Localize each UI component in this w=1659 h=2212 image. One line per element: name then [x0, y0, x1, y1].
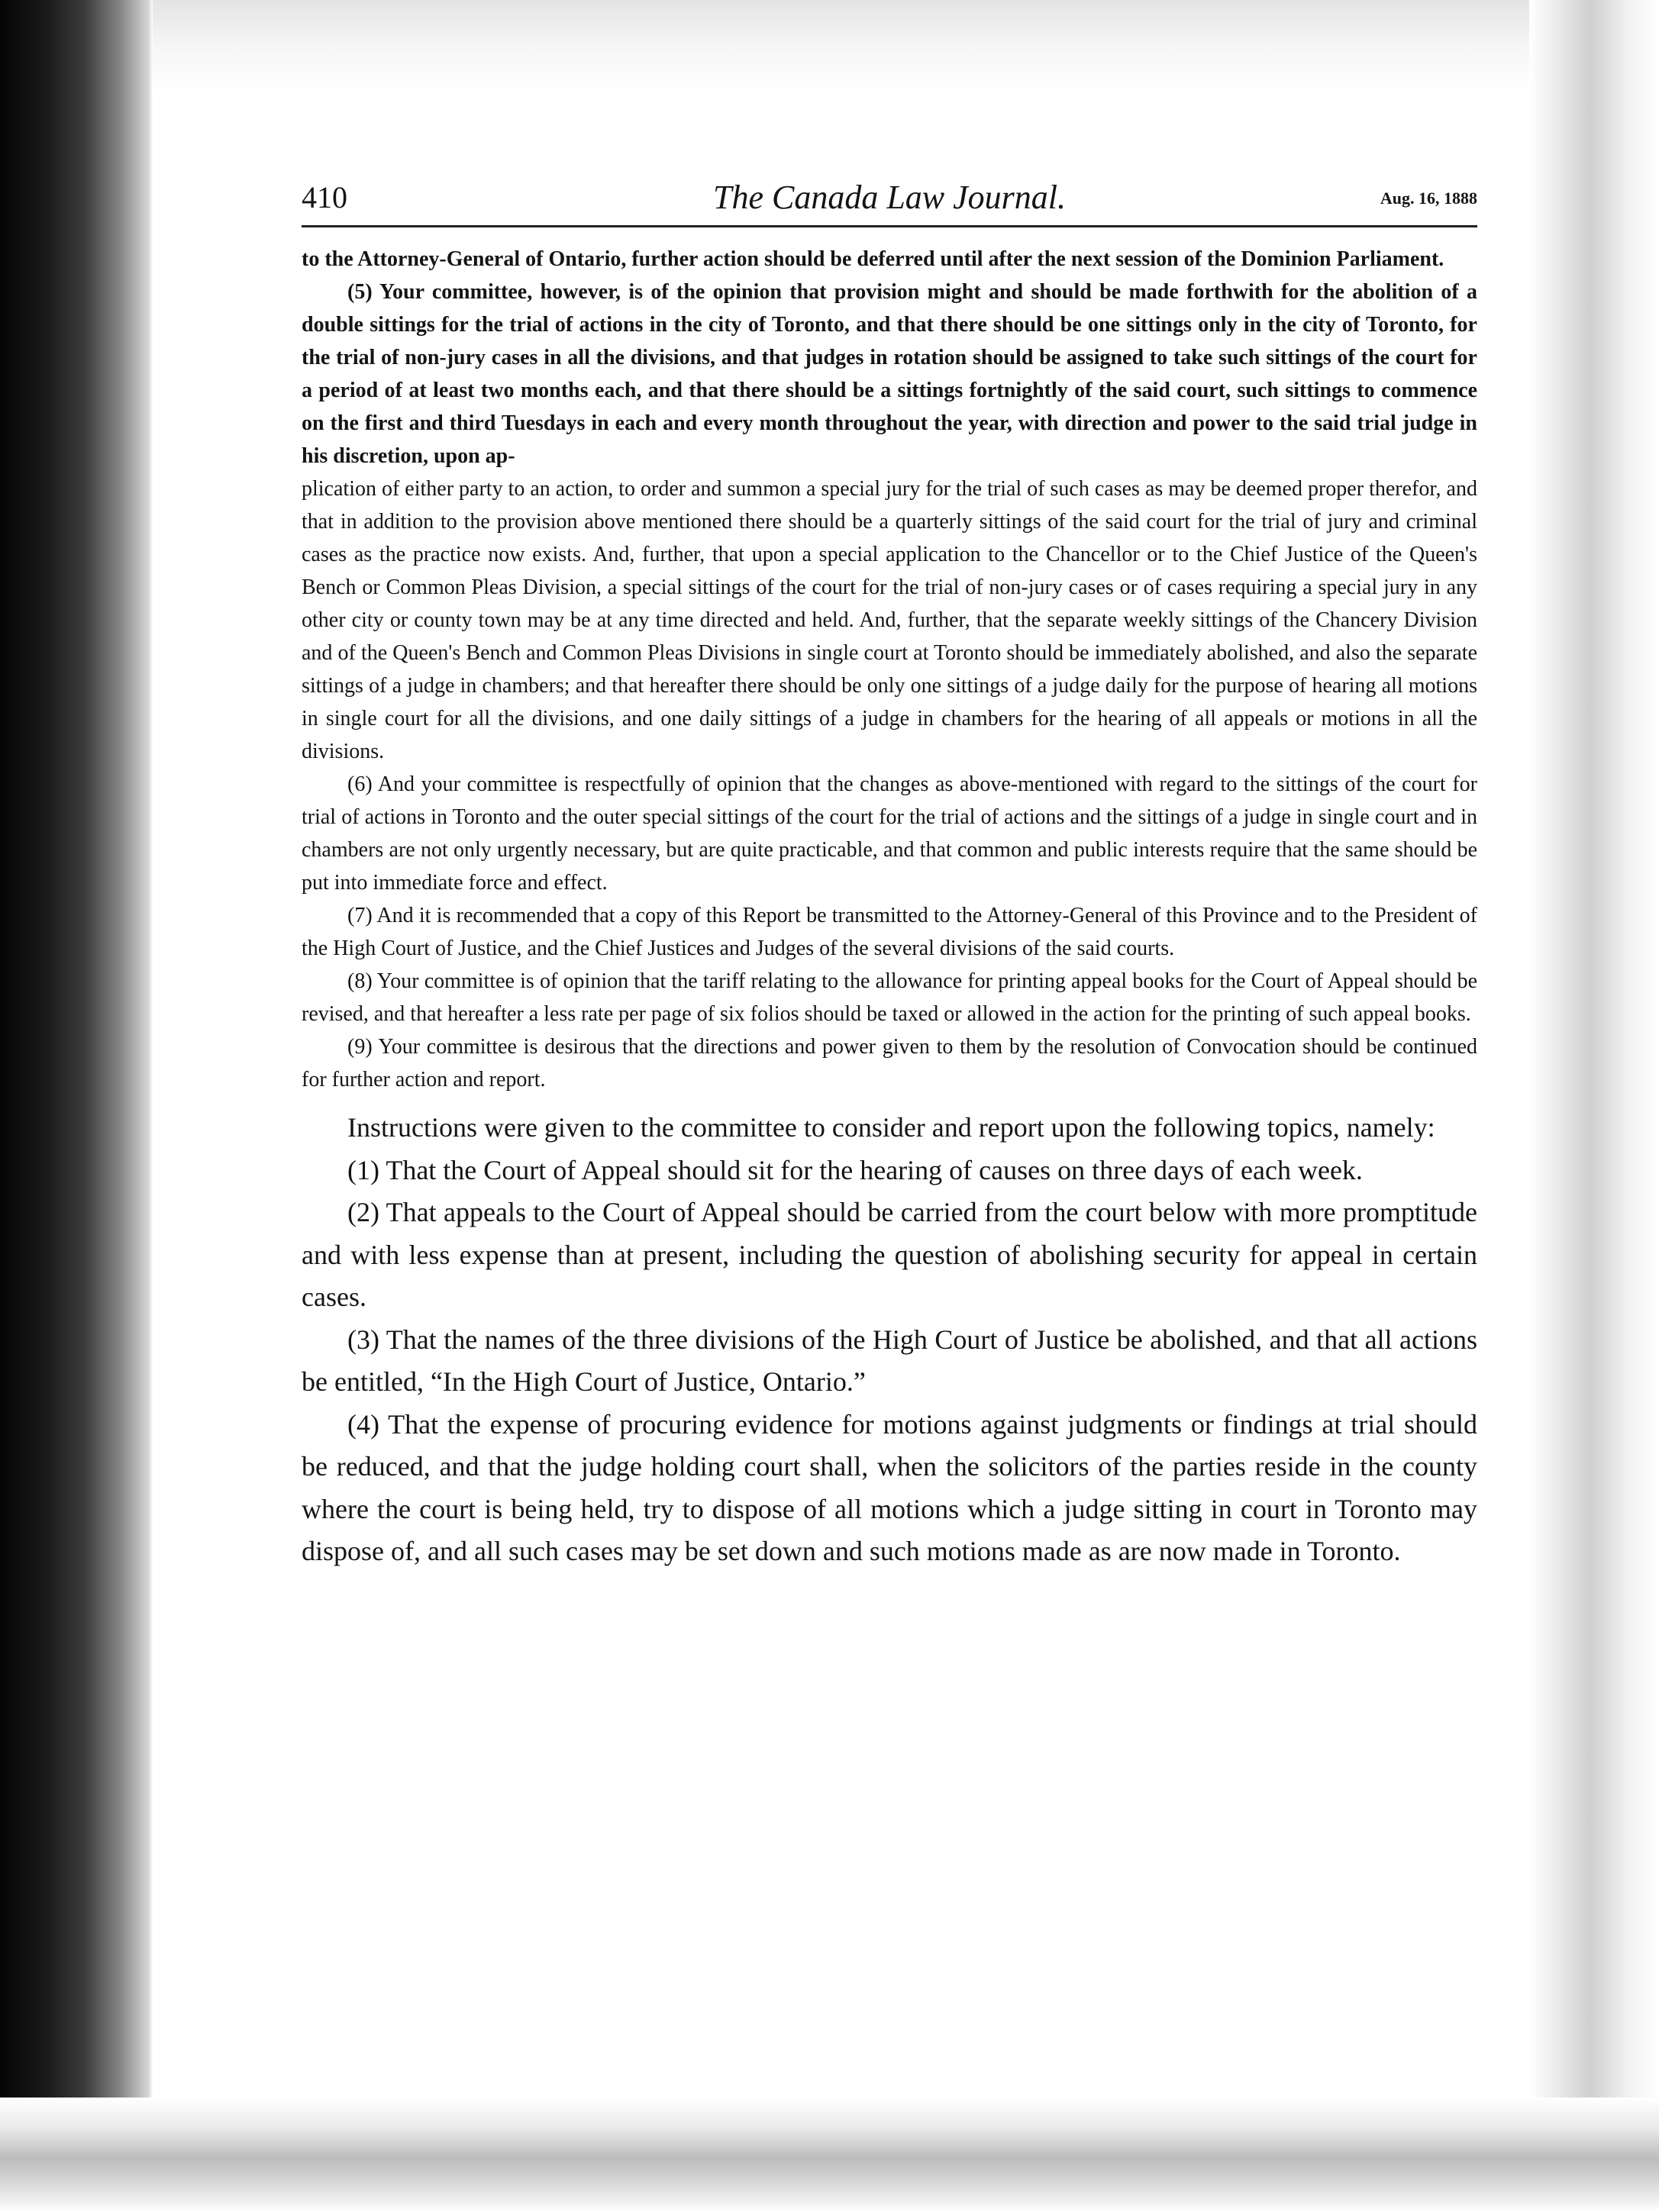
scan-left-edge	[0, 0, 153, 2212]
instructions-section	[302, 1107, 1477, 1573]
paragraph-item-9: (9) Your committee is desirous that the directions and power given to them by the resolution of Convocation should be continued for further action and report.	[302, 1035, 1477, 1091]
paragraph-item-5-part-1: (5) Your committee, however, is of the opinion that provision might and should be made forthwith for the abolition of a double sittings for the trial of actions in the city of Toronto, and that there should be one sittings only in the city of Toronto, for the trial of non-jury cases in all the divisions, and that judges in rotation should be assigned to take such sittings of the court for a period of at least two months each, and that there should be a sittings fortnightly of the said court, such sittings to commence on the first and third Tuesdays in each and every month throughout the year, with direction and power to the said trial judge in his discretion, upon ap-	[302, 280, 1477, 468]
scan-right-edge	[1529, 0, 1659, 2212]
issue-date: Aug. 16, 1888	[1380, 189, 1477, 208]
page-number: 410	[302, 180, 347, 214]
paragraph-topic-4: (4) That the expense of procuring evidence for motions against judgments or findings at trial should be reduced, and that the judge holding court shall, when the solicitors of the parties reside in the county where the court is being held, try to dispose of all motions which a judge sitting in court in Toronto may dispose of, and all such cases may be set down and such motions made as are now made in Toronto.	[302, 1408, 1477, 1566]
journal-title: The Canada Law Journal.	[712, 179, 1067, 216]
paragraph-topic-2: (2) That appeals to the Court of Appeal should be carried from the court below with more promptitude and with less expense than at present, including the question of abolishing security for appeal in certain cases.	[302, 1197, 1477, 1312]
paragraph-topic-1: (1) That the Court of Appeal should sit for the hearing of causes on three days of each week.	[347, 1154, 1363, 1185]
scan-top-shadow	[0, 0, 1659, 92]
paragraph-continuation: to the Attorney-General of Ontario, further action should be deferred until after the next session of the Dominion Parliament.	[302, 247, 1444, 271]
paragraph-topic-3: (3) That the names of the three divisions of the High Court of Justice be abolished, and that all actions be entitled, “In the High Court of Justice, Ontario.”	[302, 1324, 1477, 1397]
journal-page	[302, 172, 1477, 1573]
paragraph-instructions-intro: Instructions were given to the committee to consider and report upon the following topics, namely:	[347, 1112, 1435, 1143]
paragraph-item-8: (8) Your committee is of opinion that the tariff relating to the allowance for printing appeal books for the Court of Appeal should be revised, and that hereafter a less rate per page of six folios should be taxed or allowed in the action for the printing of such appeal books.	[302, 969, 1477, 1026]
committee-report-continuation	[302, 243, 1477, 1096]
paragraph-item-5-part-2: plication of either party to an action, to order and summon a special jury for the trial of such cases as may be deemed proper therefor, and that in addition to the provision above mentioned there should be a quarterly sittings of the said court for the trial of jury and criminal cases as the practice now exists. And, further, that upon a special application to the Chancellor or to the Chief Justice of the Queen's Bench or Common Pleas Division, a special sittings of the court for the trial of non-jury cases or of cases requiring a special jury in any other city or county town may be at any time directed and held. And, further, that the separate weekly sittings of the Chancery Division and of the Queen's Bench and Common Pleas Divisions in single court at Toronto should be immediately abolished, and also the separate sittings of a judge in chambers; and that hereafter there should be only one sittings of a judge daily for the purpose of hearing all motions in single court for all the divisions, and one daily sittings of a judge in chambers for the hearing of all appeals or motions in all the divisions.	[302, 477, 1477, 763]
paragraph-item-6: (6) And your committee is respectfully of opinion that the changes as above-mentioned with regard to the sittings of the court for trial of actions in Toronto and the outer special sittings of the court for the trial of actions and the sittings of a judge in single court and in chambers are not only urgently necessary, but are quite practicable, and that common and public interests require that the same should be put into immediate force and effect.	[302, 772, 1477, 895]
paragraph-item-7: (7) And it is recommended that a copy of this Report be transmitted to the Attorney-General of this Province and to the President of the High Court of Justice, and the Chief Justices and Judges of the several divisions of the said courts.	[302, 904, 1477, 960]
scan-bottom-edge	[0, 2098, 1659, 2212]
running-head	[302, 172, 1477, 227]
